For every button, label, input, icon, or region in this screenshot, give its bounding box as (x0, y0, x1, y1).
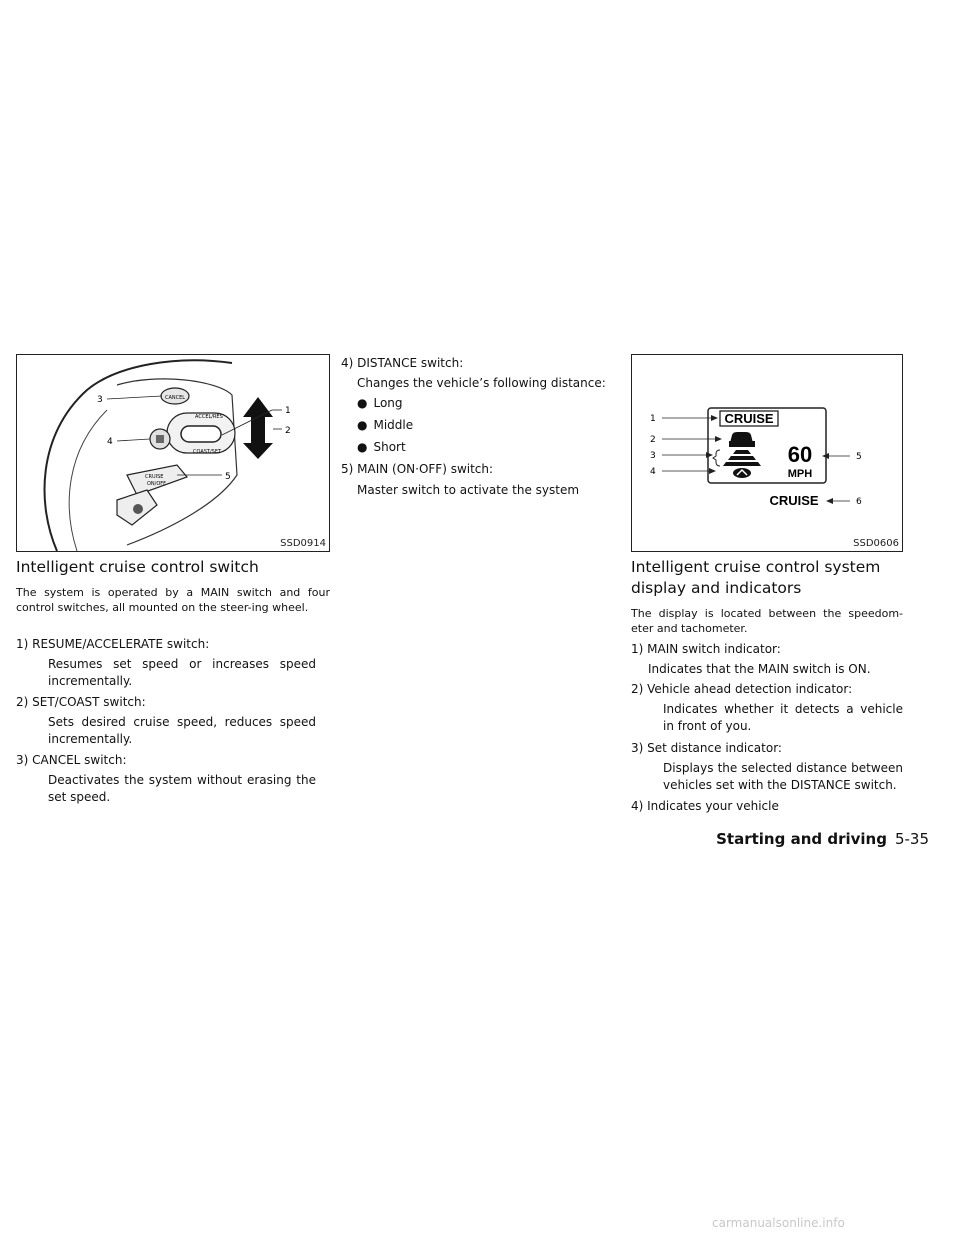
figure-code: SSD0914 (280, 538, 326, 549)
page-footer (716, 830, 929, 848)
accel-res-label: ACCEL/RES (195, 414, 223, 420)
item-head-resume: 1) RESUME/ACCELERATE switch: (16, 637, 210, 651)
bullet-icon: ● (357, 396, 368, 410)
bullet-item (357, 395, 403, 412)
item-desc-set: Sets desired cruise speed, reduces speed incrementally. (48, 715, 316, 746)
section-title-display (631, 557, 941, 599)
callout-2: 2 (650, 435, 656, 445)
display-cruise-label: CRUISE (724, 411, 774, 426)
display-speed: 60 (787, 442, 813, 467)
page-number: 5-35 (894, 830, 929, 848)
item-desc-cancel: Deactivates the system without erasing the set speed. (48, 773, 316, 804)
item-desc-set-distance: Displays the selected distance between vehicles set with the DISTANCE switch. (663, 761, 903, 792)
callout-3: 3 (97, 395, 103, 405)
bullet-item (357, 439, 406, 456)
outside-cruise-label: CRUISE (769, 493, 819, 508)
display-unit: MPH (787, 468, 813, 480)
section-title-line1: Intelligent cruise control system (631, 558, 881, 576)
item-desc-main: Master switch to activate the system (357, 483, 580, 497)
bullet-icon: ● (357, 440, 368, 454)
item-head-main: 5) MAIN (ON·OFF) switch: (341, 462, 494, 476)
section-intro-display: The display is located between the speedom-eter and tachometer. (631, 607, 903, 635)
item-head-main-indicator: 1) MAIN switch indicator: (631, 642, 781, 656)
item-head-vehicle-ahead: 2) Vehicle ahead detection indicator: (631, 682, 853, 696)
callout-5: 5 (856, 452, 862, 462)
bullet-icon: ● (357, 418, 368, 432)
callout-3: 3 (650, 451, 656, 461)
callout-2: 2 (285, 426, 291, 436)
callout-4: 4 (107, 437, 113, 447)
on-off-switch-label: ON/OFF (147, 481, 167, 487)
item-head-distance: 4) DISTANCE switch: (341, 356, 464, 370)
cruise-display-illustration (632, 355, 902, 551)
section-title-switch: Intelligent cruise control switch (16, 558, 259, 576)
item-desc-main-indicator: Indicates that the MAIN switch is ON. (648, 662, 871, 676)
cruise-display-figure (631, 354, 903, 552)
item-desc-resume: Resumes set speed or increases speed incrementally. (48, 657, 316, 688)
item-desc-vehicle-ahead: Indicates whether it detects a vehicle in front of you. (663, 702, 903, 733)
callout-1: 1 (650, 414, 656, 424)
item-head-cancel: 3) CANCEL switch: (16, 753, 127, 767)
item-desc-distance: Changes the vehicle’s following distance: (357, 376, 606, 390)
section-intro-switch: The system is operated by a MAIN switch and four control switches, all mounted on the steer-ing wheel. (16, 586, 330, 614)
bullet-item (357, 417, 413, 434)
item-head-set-distance: 3) Set distance indicator: (631, 741, 782, 755)
bullet-label: Middle (373, 418, 414, 432)
bullet-label: Long (373, 396, 403, 410)
cruise-switch-label: CRUISE (145, 474, 164, 480)
cancel-switch-label: CANCEL (164, 395, 186, 401)
footer-section: Starting and driving (716, 830, 887, 848)
callout-5: 5 (225, 472, 231, 482)
coast-set-label: COAST/SET (193, 449, 222, 455)
steering-switch-illustration (17, 355, 329, 551)
section-title-line2: display and indicators (631, 579, 802, 597)
item-head-your-vehicle: 4) Indicates your vehicle (631, 799, 779, 813)
figure-code: SSD0606 (853, 538, 899, 549)
item-head-set: 2) SET/COAST switch: (16, 695, 146, 709)
callout-1: 1 (285, 406, 291, 416)
bullet-label: Short (373, 440, 406, 454)
callout-4: 4 (650, 467, 656, 477)
callout-6: 6 (856, 497, 862, 507)
steering-switch-figure (16, 354, 330, 552)
watermark: carmanualsonline.info (712, 1216, 845, 1230)
